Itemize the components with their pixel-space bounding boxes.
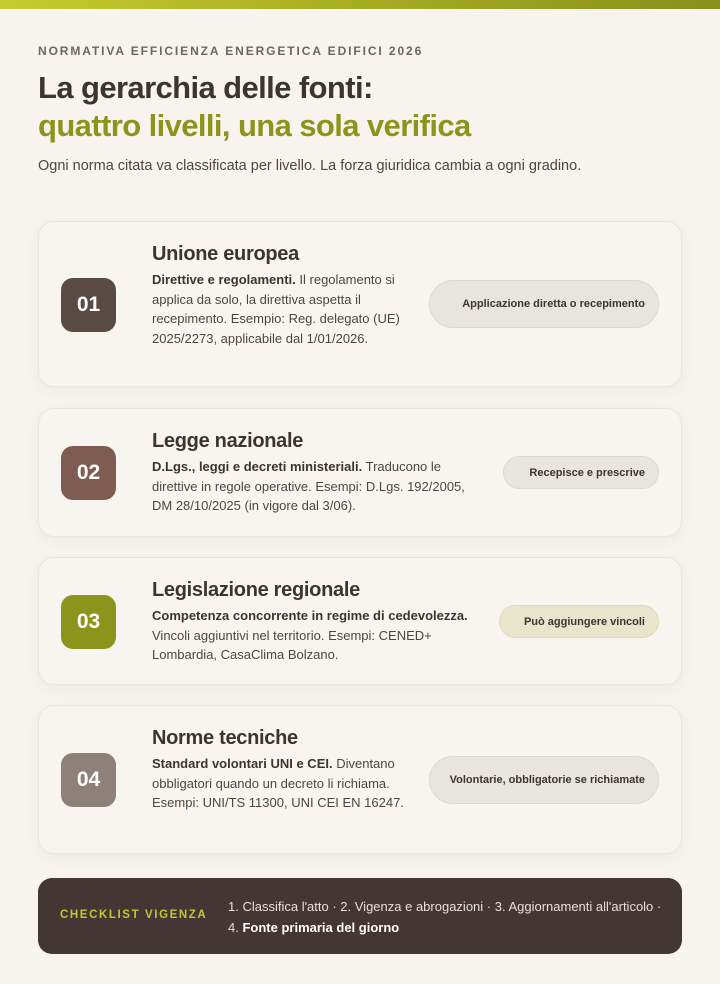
level-badge: Recepisce e prescrive [503,456,659,489]
level-badge: Volontarie, obbligatorie se richiamate [429,756,659,804]
level-number-badge: 02 [61,446,116,500]
level-description-text: Il regolamento si applica da solo, la direttiva aspetta il recepimento. Esempio: Reg. delegato (UE) 2025/2273, applicabile dal 1/01/2026. [152,272,400,346]
level-description-bold: Competenza concorrente in regime di cedevolezza. [152,608,468,623]
page-title: La gerarchia delle fonti: [38,70,373,105]
level-description [152,754,417,813]
checklist-panel [38,878,682,954]
level-card-national [38,408,682,537]
checklist-label: CHECKLIST VIGENZA [60,909,208,921]
level-title: Norme tecniche [152,727,298,749]
level-description-bold: Direttive e regolamenti. [152,272,296,287]
level-badge: Applicazione diretta o recepimento [429,280,659,328]
eyebrow-label: NORMATIVA EFFICIENZA ENERGETICA EDIFICI 2026 [38,44,424,58]
checklist-steps-text: 1. Classifica l'atto · 2. Vigenza e abrogazioni · 3. Aggiornamenti all'articolo · 4. [228,899,662,935]
level-description-text: Traducono le direttive in regole operative. Esempi: D.Lgs. 192/2005, DM 28/10/2025 (in vigore dal 3/06). [152,459,465,513]
level-card-technical [38,705,682,854]
level-number-badge: 03 [61,595,116,649]
level-card-eu [38,221,682,387]
level-description [152,457,477,516]
level-title: Legge nazionale [152,430,304,452]
level-description-text: Vincoli aggiuntivi nel territorio. Esempi: CENED+ Lombardia, CasaClima Bolzano. [152,627,432,662]
level-title: Legislazione regionale [152,579,360,601]
level-number-badge: 01 [61,278,116,332]
level-title: Unione europea [152,243,299,265]
level-card-regional [38,557,682,685]
level-description [152,270,412,348]
checklist-steps-bold: Fonte primaria del giorno [242,920,400,935]
page-subtitle: quattro livelli, una sola verifica [38,108,471,143]
level-description-bold: Standard volontari UNI e CEI. [152,756,333,771]
level-description-text: Diventano obbligatori quando un decreto li richiama. Esempi: UNI/TS 11300, UNI CEI EN 16247. [152,756,404,810]
level-badge: Può aggiungere vincoli [499,605,659,638]
level-description-bold: D.Lgs., leggi e decreti ministeriali. [152,459,363,474]
lead-paragraph: Ogni norma citata va classificata per livello. La forza giuridica cambia a ogni gradino. [38,158,582,174]
top-accent-bar [0,0,720,9]
level-number-badge: 04 [61,753,116,807]
checklist-steps [228,896,668,938]
level-description [152,606,482,665]
